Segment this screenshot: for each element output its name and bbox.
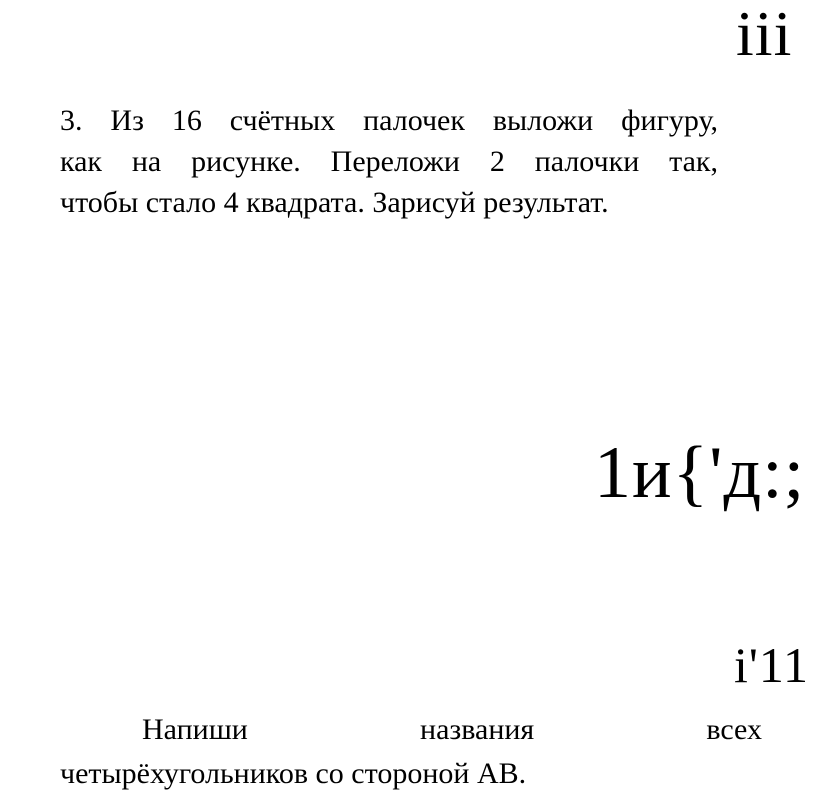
task-4-line-1 (60, 708, 762, 752)
small-glyph-text: i'11 (734, 637, 810, 693)
task-4-text (60, 708, 762, 796)
task-line-1: 3. Из 16 счётных палочек выложи фигуру, (60, 104, 718, 137)
task-line-3: чтобы стало 4 квадрата. Зарисуй результат. (60, 186, 609, 219)
task-3-text (60, 100, 718, 223)
task-line-2: как на рисунке. Переложи 2 палочки так, (60, 145, 718, 178)
word-nazvaniya: названия (420, 713, 535, 746)
task-4-line-2: четырёхугольников со стороной АВ. (60, 757, 527, 790)
figure-glyph-text: 1и{'д:; (594, 432, 806, 514)
word-napishi: Напиши (142, 713, 248, 746)
corner-glyph-text: iii (736, 0, 793, 69)
word-vsekh: всех (706, 713, 762, 746)
